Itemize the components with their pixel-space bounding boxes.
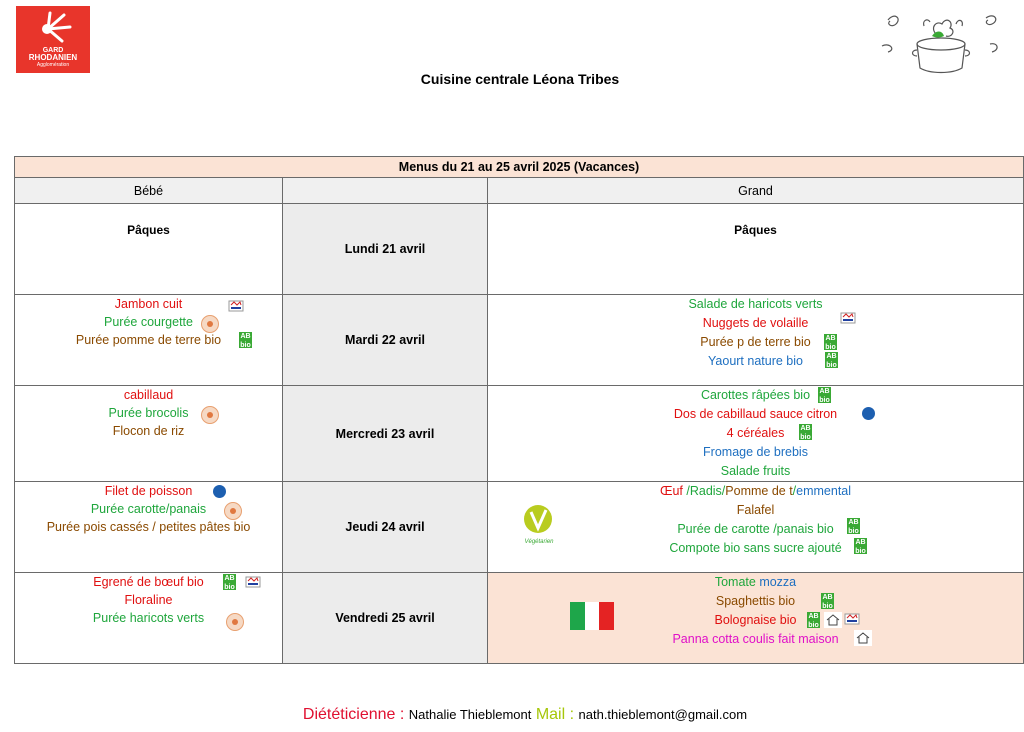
email-link[interactable]: nath.thieblemont@gmail.com (578, 707, 748, 722)
agriculture-biologique-icon: AB bio (808, 613, 819, 629)
bebe-item: Purée brocolis (108, 406, 189, 420)
grand-item: Purée de carotte /panais bio (677, 522, 834, 536)
grand-item: Spaghettis bio (715, 594, 796, 608)
column-header-grand: Grand (488, 178, 1024, 204)
grand-item: 4 céréales (726, 426, 785, 440)
bebe-cell (15, 573, 283, 664)
bebe-cell (15, 295, 283, 386)
agriculture-biologique-icon: AB bio (800, 425, 811, 441)
bebe-item: Purée pois cassés / petites pâtes bio (46, 520, 251, 534)
agriculture-biologique-icon: AB bio (240, 333, 251, 349)
grand-item-part: / (792, 484, 797, 498)
day-label: Jeudi 24 avril (283, 482, 488, 573)
grand-item: Bolognaise bio (714, 613, 797, 627)
dieteticienne-label: Diététicienne : (302, 706, 405, 723)
day-label: Mardi 22 avril (283, 295, 488, 386)
grand-item-part: /Radis/ (682, 484, 726, 498)
bebe-item: Flocon de riz (112, 424, 185, 438)
agriculture-biologique-icon: AB bio (825, 335, 836, 351)
column-header-bebe: Bébé (15, 178, 283, 204)
local-icon (201, 406, 219, 424)
bebe-item: Pâques (127, 223, 170, 237)
dieteticienne-name: Nathalie Thieblemont (408, 707, 532, 722)
grand-item: Purée p de terre bio (700, 335, 811, 349)
menu-table (14, 156, 1024, 664)
bebe-cell (15, 482, 283, 573)
menu-row-jeudi (15, 482, 1024, 573)
bebe-item: Filet de poisson (104, 484, 193, 498)
grand-item: Dos de cabillaud sauce citron (673, 407, 838, 421)
grand-item-mixed (488, 573, 1023, 591)
bebe-item: Purée carotte/panais (90, 502, 207, 516)
footer-contact (0, 706, 1024, 724)
agriculture-biologique-icon: AB bio (826, 353, 837, 369)
menu-row-lundi (15, 204, 1024, 295)
grand-cell (488, 295, 1024, 386)
grand-item-mixed (488, 482, 1023, 500)
logo-text-gard: GARD (42, 47, 64, 54)
bebe-item: Egrené de bœuf bio (93, 575, 204, 589)
bebe-cell (15, 386, 283, 482)
grand-item: Carottes râpées bio (700, 388, 811, 402)
day-label: Lundi 21 avril (283, 204, 488, 295)
italian-flag-icon (570, 602, 614, 630)
grand-item-part: emmental (796, 484, 852, 498)
bebe-item: Floraline (124, 593, 173, 607)
menu-row-mercredi (15, 386, 1024, 482)
bebe-item: Purée haricots verts (92, 611, 205, 625)
grand-cell (488, 386, 1024, 482)
local-icon (226, 613, 244, 631)
menu-row-vendredi (15, 573, 1024, 664)
label-rouge-icon (840, 311, 856, 325)
vegetarien-label: Végétarien (524, 539, 554, 545)
agriculture-biologique-icon: AB bio (819, 388, 830, 404)
agriculture-biologique-icon: AB bio (855, 539, 866, 555)
grand-item-part: mozza (755, 575, 797, 589)
grand-item: Fromage de brebis (703, 445, 808, 459)
msc-peche-durable-icon (213, 485, 226, 498)
gard-rhodanien-logo (16, 6, 90, 73)
menu-row-mardi (15, 295, 1024, 386)
bebe-item: Purée courgette (104, 315, 193, 329)
label-rouge-icon (844, 612, 860, 626)
grand-item-part: Œuf (659, 484, 683, 498)
column-header-day (283, 178, 488, 204)
label-rouge-icon (245, 575, 261, 589)
agriculture-biologique-icon: AB bio (224, 575, 235, 591)
page-title: Cuisine centrale Léona Tribes (420, 71, 620, 87)
agriculture-biologique-icon: AB bio (848, 519, 859, 535)
day-label: Mercredi 23 avril (283, 386, 488, 482)
bebe-cell (15, 204, 283, 295)
grand-item: Yaourt nature bio (708, 354, 803, 368)
cooking-pot-illustration-icon (878, 6, 1004, 78)
local-icon (224, 502, 242, 520)
logo-text-agglo: Agglomération (36, 62, 70, 68)
logo-text-rhodanien: RHODANIEN (28, 53, 78, 62)
grand-item: Pâques (734, 223, 777, 237)
mail-label: Mail : (535, 706, 575, 723)
bebe-item: Jambon cuit (114, 297, 183, 311)
grand-item: Nuggets de volaille (702, 316, 809, 330)
grand-cell (488, 204, 1024, 295)
local-icon (201, 315, 219, 333)
grand-item-part: Tomate (714, 575, 756, 589)
grand-item: Salade de haricots verts (688, 297, 823, 311)
grand-item: Salade fruits (720, 464, 791, 478)
fait-maison-icon (854, 630, 872, 646)
bebe-item: Purée pomme de terre bio (75, 333, 222, 347)
vegetarien-icon (522, 504, 556, 546)
grand-item: Falafel (736, 503, 775, 517)
agriculture-biologique-icon: AB bio (822, 594, 833, 610)
label-rouge-icon (228, 299, 244, 313)
day-label: Vendredi 25 avril (283, 573, 488, 664)
grand-item: Panna cotta coulis fait maison (672, 632, 839, 646)
msc-peche-durable-icon (862, 407, 875, 420)
grand-cell (488, 482, 1024, 573)
grand-item: Compote bio sans sucre ajouté (669, 541, 842, 555)
grand-item-part: Pomme de t (725, 484, 793, 498)
menu-heading: Menus du 21 au 25 avril 2025 (Vacances) (15, 157, 1024, 178)
bebe-item: cabillaud (123, 388, 174, 402)
fait-maison-icon (824, 612, 842, 628)
grand-cell (488, 573, 1024, 664)
logo-mark-icon (34, 9, 76, 47)
